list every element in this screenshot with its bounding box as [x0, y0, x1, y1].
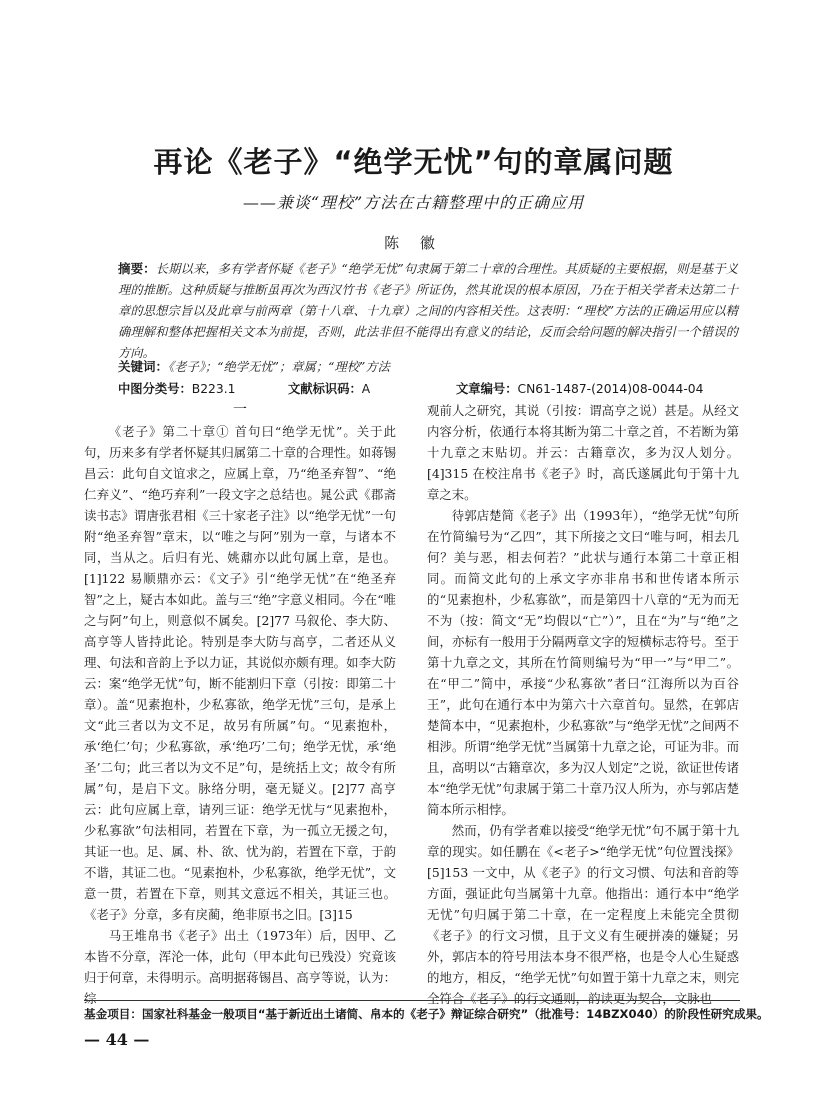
- paragraph: 马王堆帛书《老子》出土（1973年）后，因甲、乙本皆不分章，浑沦一体，此句（甲本此句已残没）究竟该归于何章，未得明示。高明据蒋锡昌、高亨等说，认为：综: [84, 928, 396, 1006]
- keywords-label: 关键词：: [118, 359, 169, 374]
- keywords: [118, 357, 738, 375]
- article-title: 再论《老子》“绝学无忧”句的章属问题: [153, 145, 674, 179]
- section-heading: 一: [233, 402, 247, 418]
- article-no-value: CN61-1487-(2014)08-0044-04: [517, 382, 704, 396]
- paragraph: 《老子》第二十章① 首句曰“绝学无忧”。关于此句，历来多有学者怀疑其归属第二十章的合理性。如蒋锡昌云：此句自文谊求之，应属上章，乃“绝圣弃智”、“绝仁弃义”、“绝巧弃利”一段文字之总结也。晁公武《郡斋读书志》谓唐张君相《三十家老子注》以“绝学无忧”一句附“绝圣弃智”章末，以“唯之与阿”别为一章，与诸本不同，当从之。后归有光、姚鼐亦以此句属上章，是也。[1]122 易顺鼎亦云：《文子》引“绝学无忧”在“绝圣弃智”之上，疑古本如此。盖与三“绝”字意义相同。今在“唯之与阿”句上，则意似不属矣。[2]77 马叙伦、李大防、高亨等人皆持此论。特别是李大防与高亨，二者还从义理、句法和音韵上予以力证，其说似亦颇有理。如李大防云：案“绝学无忧”句，断不能割归下章（引按：即第二十章）。盖“见素抱朴，少私寡欲，绝学无忧”三句，是承上文“此三者以为文不足，故另有所属”句。“见素抱朴，承‘绝仁’句；少私寡欲，承‘绝巧’二句；绝学无忧，承‘绝圣’二句；此三者以为文不足”句，是统括上文；故令有所属”句，是启下文。脉络分明，毫无疑义。[2]77 高亨云：此句应属上章，请列三证：绝学无忧与“见素抱朴，少私寡欲”句法相同，若置在下章，为一孤立无援之句，其证一也。足、属、朴、欲、忧为韵，若置在下章，于韵不谐，其证二也。“见素抱朴，少私寡欲，绝学无忧”，文意一贯，若置在下章，则其文意远不相关，其证三也。《老子》分章，多有戾蔺，绝非原书之旧。[3]15: [84, 424, 396, 922]
- left-column: [84, 400, 396, 1009]
- page-number: — 44 —: [84, 1030, 150, 1049]
- keywords-text: 《老子》；“绝学无忧”；章属；“理校”方法: [168, 360, 390, 374]
- fund-note: 基金项目：国家社科基金一般项目“基于新近出土诸简、帛本的《老子》辩证综合研究”（批准号：14BZX040）的阶段性研究成果。: [84, 1007, 769, 1021]
- article-number: [456, 379, 703, 397]
- doc-code-value: A: [361, 382, 371, 396]
- document-code: [288, 379, 370, 397]
- paragraph: 待郭店楚简《老子》出（1993年），“绝学无忧”句所在竹简编号为“乙四”，其下所接之文曰“唯与呵，相去几何？美与恶，相去何若？”此状与通行本第二十章正相同。而简文此句的上承文字亦非帛书和世传诸本所示的“见素抱朴，少私寡欲”，而是第四十八章的“无为而无不为（按：简文“无”均假以“亡”）”，且在“为”与“绝”之间，亦标有一般用于分隔两章文字的短横标志符号。至于第十九章之文，其所在竹简则编号为“甲一”与“甲二”。在“甲二”简中，承接“少私寡欲”者曰“江海所以为百谷王”，此句在通行本中为第六十六章首句。显然，在郭店楚简本中，“见素抱朴，少私寡欲”与“绝学无忧”之间两不相涉。所谓“绝学无忧”当属第十九章之论，可证为非。而且，高明以“古籍章次，多为汉人划定”之说，欲证世传诸本“绝学无忧”句隶属于第二十章乃汉人所为，亦与郭店楚简本所示相悖。: [427, 508, 739, 817]
- abstract: [118, 258, 738, 364]
- abstract-text: 长期以来，多有学者怀疑《老子》“绝学无忧”句隶属于第二十章的合理性。其质疑的主要根据，则是基于义理的推断。这种质疑与推断虽再次为西汉竹书《老子》所证伪，然其讹误的根本原因，乃在于相关学者未达第二十章的思想宗旨以及此章与前两章（第十八章、十九章）之间的内容相关性。这表明：“理校”方法的正确运用应以精确理解和整体把握相关文本为前提，否则，此法非但不能得出有意义的结论，反而会给问题的解决指引一个错误的方向。: [118, 262, 738, 360]
- classification-value: B223.1: [191, 382, 236, 396]
- right-column: [427, 400, 739, 1009]
- footer-divider: [84, 1000, 740, 1001]
- abstract-label: 摘要：: [118, 261, 156, 276]
- article-no-label: 文章编号：: [456, 382, 518, 396]
- classification-number: [118, 379, 235, 397]
- paragraph: 然而，仍有学者难以接受“绝学无忧”句不属于第十九章的现实。如任鹏在《<老子>“绝学无忧”句位置浅探》[5]153 一文中，从《老子》的行文习惯、句法和音韵等方面，强证此句当属第十九章。他指出：通行本中“绝学无忧”句归属于第二十章，在一定程度上未能完全贯彻《老子》的行文习惯，且于文义有生硬拼凑的嫌疑；另外，郭店本的符号用法本身不很严格，也是令人心生疑惑的地方，相反，“绝学无忧”句如置于第十九章之末，则完全符合《老子》的行文通则，韵读更为契合，文脉也: [427, 823, 739, 1006]
- paragraph: 观前人之研究，其说（引按：谓高亨之说）甚是。从经文内容分析，依通行本将其断为第二十章之首，不若断为第十九章之末贴切。并云：古籍章次，多为汉人划分。[4]315 在校注帛书《老子》时，高氏遂属此句于第十九章之末。: [427, 403, 739, 502]
- author-name: 陈 徽: [384, 234, 443, 252]
- classification-label: 中图分类号：: [118, 382, 192, 396]
- doc-code-label: 文献标识码：: [288, 382, 362, 396]
- article-subtitle: ——兼谈“理校”方法在古籍整理中的正确应用: [242, 193, 585, 212]
